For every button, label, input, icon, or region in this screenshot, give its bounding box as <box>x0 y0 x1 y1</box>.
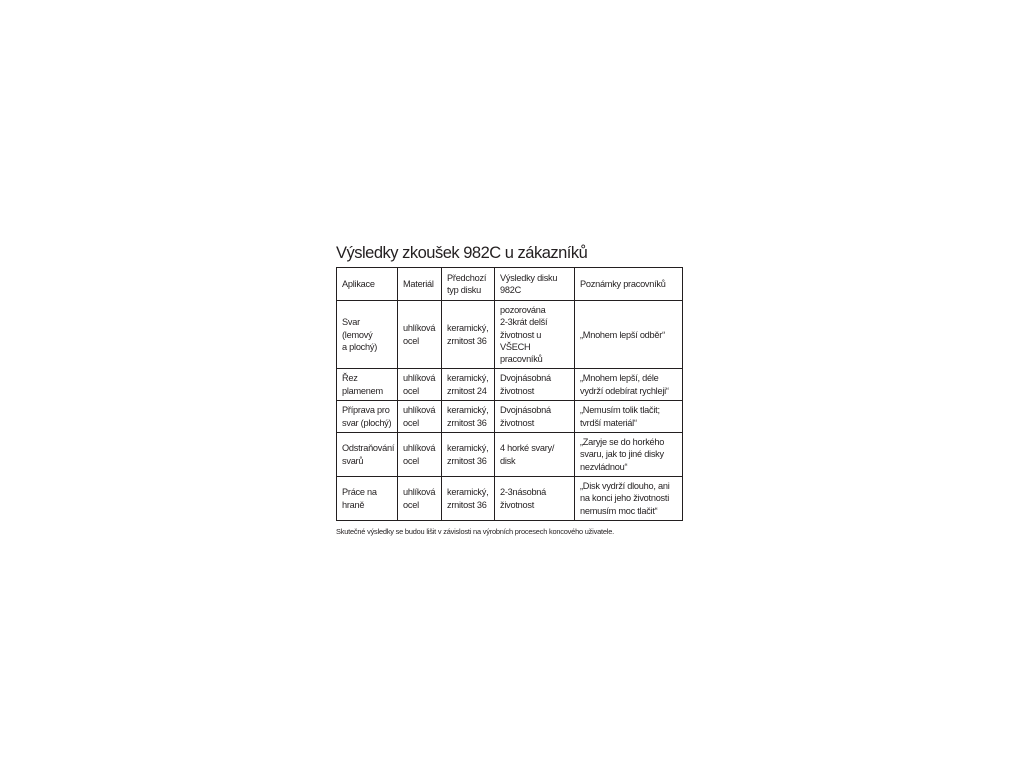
header-material: Materiál <box>398 268 442 301</box>
cell-vysledky: Dvojnásobná životnost <box>495 369 575 401</box>
header-aplikace: Aplikace <box>337 268 398 301</box>
cell-aplikace: Svar (lemový a plochý) <box>337 301 398 369</box>
cell-vysledky: pozorována 2-3krát delší životnost u VŠECH pracovníků <box>495 301 575 369</box>
cell-predchozi-disk: keramický, zrnitost 36 <box>442 301 495 369</box>
cell-vysledky: Dvojnásobná životnost <box>495 401 575 433</box>
cell-material: uhlíková ocel <box>398 369 442 401</box>
cell-material: uhlíková ocel <box>398 477 442 521</box>
cell-aplikace: Práce na hraně <box>337 477 398 521</box>
cell-aplikace: Odstraňování svarů <box>337 433 398 477</box>
cell-poznamky: „Zaryje se do horkého svaru, jak to jiné disky nezvládnou“ <box>575 433 683 477</box>
cell-predchozi-disk: keramický, zrnitost 36 <box>442 401 495 433</box>
cell-aplikace: Příprava pro svar (plochý) <box>337 401 398 433</box>
cell-vysledky: 4 horké svary/ disk <box>495 433 575 477</box>
cell-aplikace: Řez plamenem <box>337 369 398 401</box>
cell-poznamky: „Nemusím tolik tlačit; tvrdší materiál“ <box>575 401 683 433</box>
cell-poznamky: „Disk vydrží dlouho, ani na konci jeho životnosti nemusím moc tlačit“ <box>575 477 683 521</box>
cell-predchozi-disk: keramický, zrnitost 36 <box>442 433 495 477</box>
cell-poznamky: „Mnohem lepší odběr“ <box>575 301 683 369</box>
cell-material: uhlíková ocel <box>398 401 442 433</box>
cell-poznamky: „Mnohem lepší, déle vydrží odebírat rychleji“ <box>575 369 683 401</box>
cell-material: uhlíková ocel <box>398 301 442 369</box>
document-section <box>336 243 686 537</box>
footnote: Skutečné výsledky se budou lišit v závislosti na výrobních procesech koncového uživatele. <box>336 527 614 537</box>
table-row <box>337 301 683 369</box>
results-table <box>336 267 683 521</box>
cell-predchozi-disk: keramický, zrnitost 24 <box>442 369 495 401</box>
cell-predchozi-disk: keramický, zrnitost 36 <box>442 477 495 521</box>
header-predchozi-typ-disku: Předchozí typ disku <box>442 268 495 301</box>
table-row <box>337 433 683 477</box>
header-poznamky: Poznámky pracovníků <box>575 268 683 301</box>
table-row <box>337 369 683 401</box>
header-vysledky-disku: Výsledky disku 982C <box>495 268 575 301</box>
cell-vysledky: 2-3násobná životnost <box>495 477 575 521</box>
table-title: Výsledky zkoušek 982C u zákazníků <box>336 244 588 262</box>
table-row <box>337 401 683 433</box>
cell-material: uhlíková ocel <box>398 433 442 477</box>
table-row <box>337 477 683 521</box>
table-header-row <box>337 268 683 301</box>
